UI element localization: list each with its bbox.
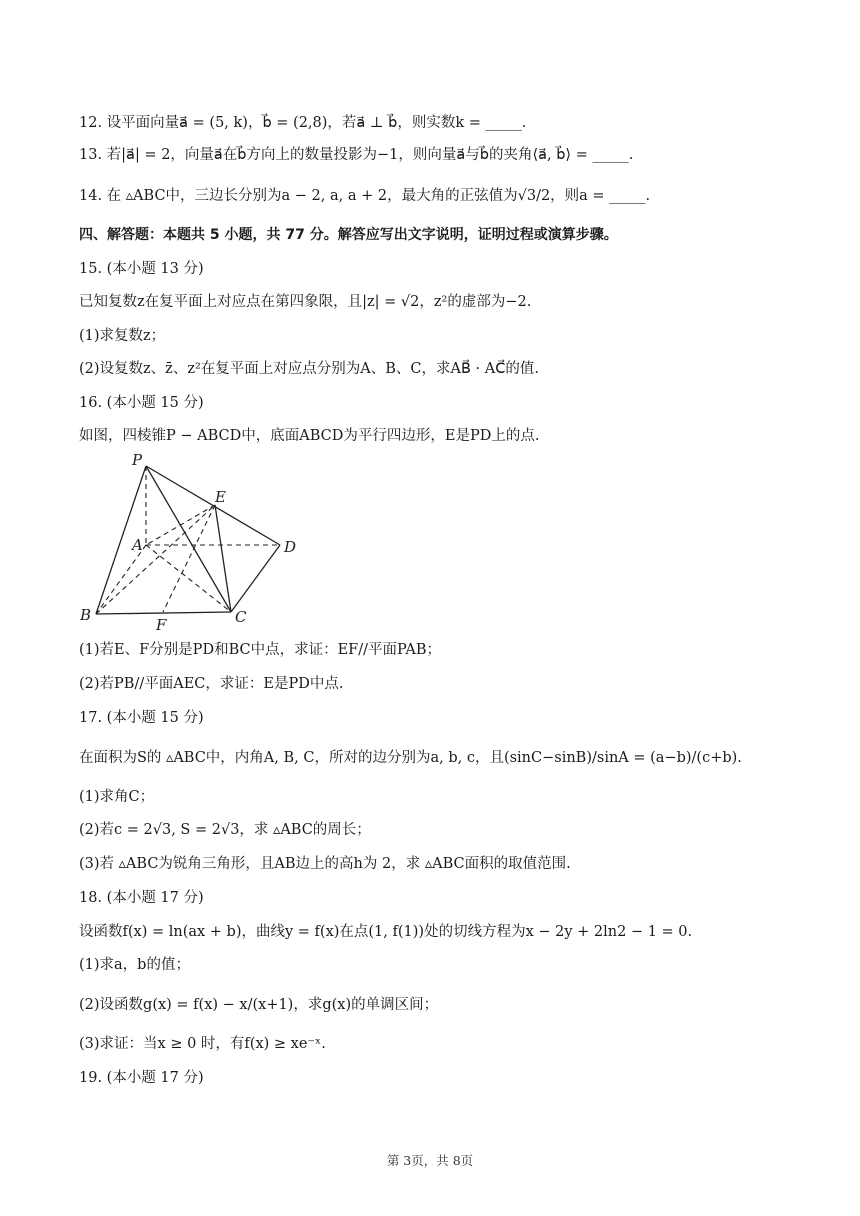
label-e: E <box>215 488 226 506</box>
label-c: C <box>235 608 247 626</box>
question-12: 12. 设平面向量a⃗ = (5, k)，b⃗ = (2,8)，若a⃗ ⊥ b⃗，则实数k = _____. <box>79 115 527 131</box>
question-18-header: 18. (本小题 17 分) <box>79 890 204 906</box>
pyramid-figure <box>78 452 308 632</box>
question-14: 14. 在 ▵ABC中，三边长分别为a − 2, a, a + 2，最大角的正弦值为√3/2，则a = _____. <box>79 188 651 204</box>
question-16-part2: (2)若PB//平面AEC，求证：E是PD中点. <box>79 676 344 692</box>
question-17-stem: 在面积为S的 ▵ABC中，内角A, B, C，所对的边分别为a, b, c，且(sinC−sinB)/sinA = (a−b)/(c+b). <box>79 750 742 766</box>
question-18-part1: (1)求a，b的值； <box>79 957 190 973</box>
question-18-part3: (3)求证：当x ≥ 0 时，有f(x) ≥ xe⁻ˣ. <box>79 1036 326 1052</box>
question-15-stem: 已知复数z在复平面上对应点在第四象限，且|z| = √2，z²的虚部为−2. <box>79 294 532 310</box>
question-17-header: 17. (本小题 15 分) <box>79 710 204 726</box>
question-17-part1: (1)求角C； <box>79 789 155 805</box>
question-15-part1: (1)求复数z； <box>79 328 166 344</box>
question-16-stem: 如图，四棱锥P − ABCD中，底面ABCD为平行四边形，E是PD上的点. <box>79 428 540 444</box>
question-18-stem: 设函数f(x) = ln(ax + b)，曲线y = f(x)在点(1, f(1))处的切线方程为x − 2y + 2ln2 − 1 = 0. <box>79 924 693 940</box>
label-a: A <box>132 536 143 554</box>
section-heading: 四、解答题：本题共 5 小题，共 77 分。解答应写出文字说明，证明过程或演算步骤。 <box>79 227 618 243</box>
label-d: D <box>284 538 297 556</box>
label-p: P <box>132 452 143 469</box>
question-16-part1: (1)若E、F分别是PD和BC中点，求证：EF//平面PAB； <box>79 642 442 658</box>
question-15-header: 15. (本小题 13 分) <box>79 261 204 277</box>
question-17-part2: (2)若c = 2√3, S = 2√3，求 ▵ABC的周长； <box>79 822 371 838</box>
question-18-part2: (2)设函数g(x) = f(x) − x/(x+1)，求g(x)的单调区间； <box>79 997 439 1013</box>
page-footer: 第 3页，共 8页 <box>386 1153 474 1168</box>
question-17-part3: (3)若 ▵ABC为锐角三角形，且AB边上的高h为 2，求 ▵ABC面积的取值范围. <box>79 856 571 872</box>
question-15-part2: (2)设复数z、z̄、z²在复平面上对应点分别为A、B、C，求AB⃗ · AC⃗的值. <box>79 361 539 377</box>
question-19-header: 19. (本小题 17 分) <box>79 1070 204 1086</box>
label-b: B <box>80 606 92 624</box>
question-13: 13. 若|a⃗| = 2，向量a⃗在b⃗方向上的数量投影为−1，则向量a⃗与b⃗的夹角⟨a⃗, b⃗⟩ = _____. <box>79 147 634 163</box>
label-f: F <box>156 616 167 632</box>
question-16-header: 16. (本小题 15 分) <box>79 395 204 411</box>
